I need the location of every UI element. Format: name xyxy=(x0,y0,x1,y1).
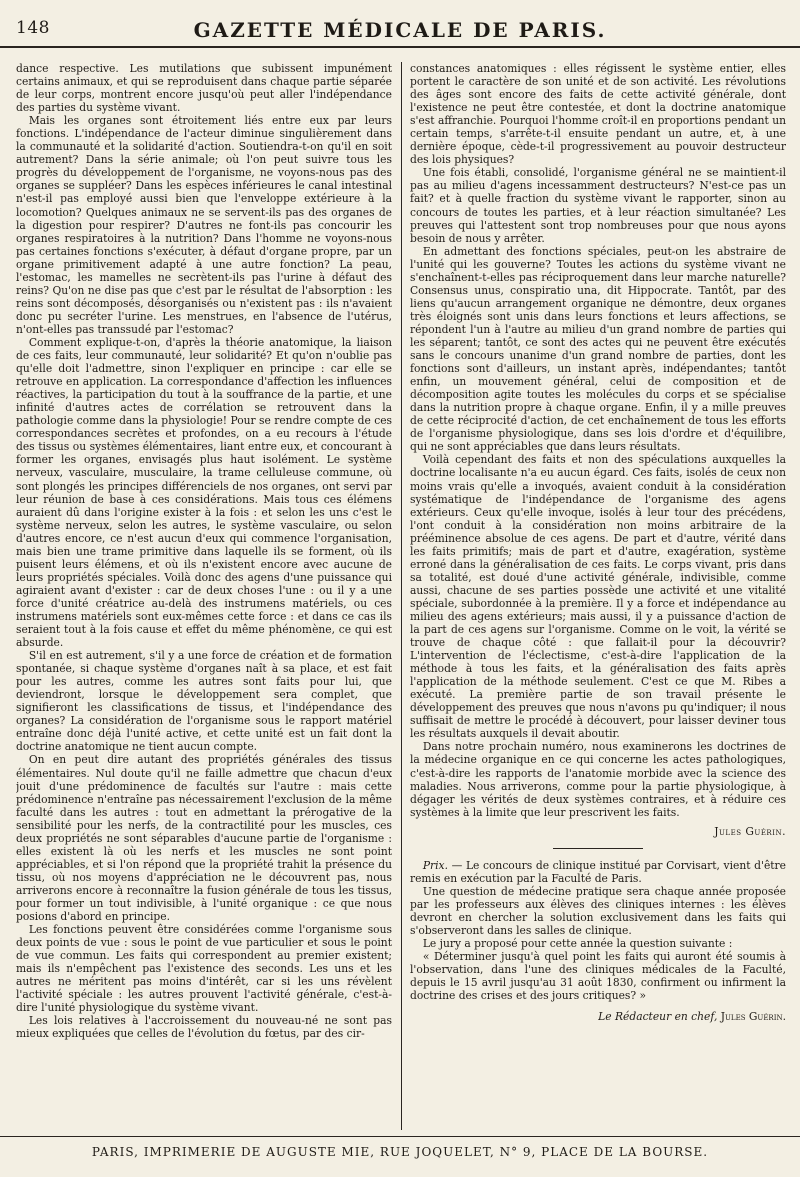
notice-label: Prix. xyxy=(422,858,448,872)
left-paragraph-2: Mais les organes sont étroitement liés entre eux par leurs fonctions. L'indépendance de l'acteur diminue singulièrement dans la communauté et la solidarité d'action. Soutiendra-t-on qu'il en soit autrement? Dans la série animale; où l'on peut suivre tous les progrès du développement de l'organisme, ne voyons-nous pas des organes se suppléer? Dans les espèces inférieures le canal intestinal n'est-il pas employé aussi bien que l'enveloppe extérieure à la locomotion? Quelques animaux ne se servent-ils pas des organes de la digestion pour respirer? D'autres ne font-ils pas concourir les organes respiratoires à la nutrition? Dans l'homme ne voyons-nous pas certaines fonctions s'exécuter, à défaut d'organe propre, par un organe primitivement adapté à une autre fonction? La peau, l'estomac, les mamelles ne secrètent-ils pas l'urine à défaut des reins? Qu'on ne dise pas que c'est par le résultat de l'absorption : les reins sont décomposés, désorganisés ou n'existent pas : ils n'avaient donc pu secréter l'urine. Les menstrues, en l'absence de l'utérus, n'ont-elles pas transsudé par l'estomac? xyxy=(16,114,392,336)
left-paragraph-4: S'il en est autrement, s'il y a une force de création et de formation spontanée, si chaque système d'organes naît à sa place, et est fait pour les autres, comme les autres sont faits pour lui, que deviendront, lorsque le développement sera complet, que signifieront les classifications de tissus, et l'indépendance des organes? La considération de l'organisme sous le rapport matériel entraîne donc déjà l'unité active, et cette unité est un fait dont la doctrine anatomique ne tient aucun compte. xyxy=(16,649,392,754)
page-header xyxy=(0,16,800,48)
left-column xyxy=(16,62,392,1130)
page-footer xyxy=(0,1136,800,1177)
right-paragraph-3: En admettant des fonctions spéciales, peut-on les abstraire de l'unité qui les gouverne? Toutes les actions du système vivant ne s'enchaînent-t-elles pas réciproquement dans leur marche naturelle? Consensus unus, conspiratio una, dit Hippocrate. Tantôt, par des liens qu'aucun arrangement organique ne démontre, deux organes très éloignés sont unis dans leurs fonctions et leurs affections, se répondent l'un à l'autre au milieu d'un grand nombre de parties qui les séparent; tantôt, ce sont des actes qui ne peuvent être exécutés sans le concours unanime d'un grand nombre de parties, dont les fonctions sont d'ailleurs, un instant après, indépendantes; tantôt enfin, un mouvement général, celui de composition et de décomposition agite toutes les molécules du corps et se spécialise dans la nutrition propre à chaque organe. Enfin, il y a mille preuves de cette réciprocité d'action, de cet enchaînement de tous les efforts de l'organisme physiologique, dans ses lois d'ordre et d'équilibre, qui ne sont appréciables que dans leurs résultats. xyxy=(410,244,786,454)
right-paragraph-2: Une fois établi, consolidé, l'organisme général ne se maintient-il pas au milieu d'agens incessamment destructeurs? N'est-ce pas un fait? et à quelle fraction du système vivant le rapporter, sinon au concours de toutes les parties, et à leur réaction simultanée? Les preuves qui l'attestent sont trop nombreuses pour que nous ayons besoin de nous y arrêter. xyxy=(410,166,786,245)
left-paragraph-1: dance respective. Les mutilations que subissent impunément certains animaux, et qui se reproduisent dans chaque partie séparée de leur corps, montrent encore jusqu'où peut aller l'indépendance des parties du système vivant. xyxy=(16,62,392,115)
left-paragraph-7: Les lois relatives à l'accroissement du nouveau-né ne sont pas mieux expliquées que celles de l'évolution du fœtus, par des cir- xyxy=(16,1014,392,1041)
left-paragraph-3: Comment explique-t-on, d'après la théorie anatomique, la liaison de ces faits, leur communauté, leur solidarité? Et qu'on n'oublie pas qu'elle doit l'admettre, sinon l'expliquer en principe : car elle se retrouve en application. La correspondance d'affection les influences réactives, la participation du tout à la souffrance de la partie, et une infinité d'autres actes de corrélation se retrouvent dans la pathologie comme dans la physiologie! Pour se rendre compte de ces correspondances secrètes et profondes, on a eu recours à l'étude des tissus ou systèmes élémentaires, liant entre eux, et concourant à former les organes, envisagés plus haut isolément. Le système nerveux, vasculaire, musculaire, la trame celluleuse commune, où sont plongés les principes différenciels de nos organes, ont servi par leur réunion de base à ces considérations. Mais tous ces élémens auraient dû dans l'origine exister à la fois : et selon les uns c'est le système nerveux, selon les autres, le système vasculaire, ou selon d'autres encore, ce n'est aucun d'eux qui commence l'organisation, mais bien une trame primitive dans laquelle ils se forment, où ils puisent leurs élémens, et où ils n'existent encore avec aucune de leurs propriétés spéciales. Voilà donc des agens d'une puissance qui agiraient avant d'exister : car de deux choses l'une : ou il y a une force d'unité créatrice au-delà des instrumens matériels, ou ces instrumens matériels sont eux-mêmes cette force : et dans ce cas ils seraient tout à la fois cause et effet du même phénomène, ce qui est absurde. xyxy=(16,335,392,650)
notice-paragraph-3: « Déterminer jusqu'à quel point les faits qui auront été soumis à l'observation, dans l'une des cliniques médicales de la Faculté, depuis le 15 avril jusqu'au 31 août 1830, confirment ou infirment la doctrine des crises et des jours critiques? » xyxy=(410,950,786,1003)
right-paragraph-5: Dans notre prochain numéro, nous examinerons les doctrines de la médecine organique en ce qui concerne les actes pathologiques, c'est-à-dire les rapports de l'anatomie morbide avec la science des maladies. Nous arriverons, comme pour la partie physiologique, à dégager les vérités de deux systèmes contraires, et à réduire ces systèmes à la limite que leur prescrivent les faits. xyxy=(410,740,786,819)
author-signature: Jules Guérin. xyxy=(714,824,786,838)
page-number: 148 xyxy=(16,18,50,38)
notice-prize xyxy=(410,859,786,885)
section-separator xyxy=(553,848,643,849)
editor-name: Jules Guérin. xyxy=(720,1010,786,1024)
column-divider xyxy=(401,62,402,1130)
article-columns xyxy=(16,62,786,1130)
editor-signature xyxy=(410,1010,786,1023)
masthead-title: GAZETTE MÉDICALE DE PARIS. xyxy=(193,18,607,42)
right-column xyxy=(410,62,786,1130)
notice-paragraph-1: Une question de médecine pratique sera chaque année proposée par les professeurs aux élèves des cliniques internes : les élèves devront en chercher la solution exclusivement dans les faits qui s'observeront dans les salles de clinique. xyxy=(410,884,786,937)
right-paragraph-1: constances anatomiques : elles régissent le système entier, elles portent le caractère de son unité et de son activité. Les révolutions des âges sont encore des faits de cette activité générale, dont l'existence ne peut être contestée, et dont la doctrine anatomique s'est affranchie. Pourquoi l'homme croît-il en proportions pendant un certain temps, s'arrête-t-il ensuite pendant un autre, et, à une dernière époque, cède-t-il progressivement au pouvoir destructeur des lois physiques? xyxy=(410,62,786,167)
editor-role: Le Rédacteur en chef, xyxy=(598,1010,718,1024)
left-paragraph-6: Les fonctions peuvent être considérées comme l'organisme sous deux points de vue : sous le point de vue particulier et sous le point de vue commun. Les faits qui correspondent au premier existent; mais ils n'empêchent pas l'existence des seconds. Les uns et les autres ne méritent pas moins d'intérêt, car si les uns révèlent l'activité spéciale : les autres prouvent l'activité générale, c'est-à-dire l'unité physiologique du système vivant. xyxy=(16,923,392,1015)
right-paragraph-4: Voilà cependant des faits et non des spéculations auxquelles la doctrine localisante n'a eu aucun égard. Ces faits, isolés de ceux non moins vrais qu'elle a invoqués, avaient conduit à la considération systématique de l'indépendance de l'organisme des agens extérieurs. Ceux qu'elle invoque, isolés à leur tour des précédens, l'ont conduit à la considération non moins arbitraire de la prééminence absolue de ces agens. De part et d'autre, vérité dans les faits primitifs; mais de part et d'autre, exagération, système erroné dans la généralisation de ces faits. Le corps vivant, pris dans sa totalité, est doué d'une activité générale, indivisible, comme aussi, chacune de ses parties possède une activité et une vitalité spéciale, subordonnée à la première. Il y a force et indépendance au milieu des agens extérieurs; mais aussi, il y a puissance d'action de la part de ces agens sur l'organisme. Comme on le voit, la vérité se trouve de chaque côté : que fallait-il pour la découvrir? L'intervention de l'éclectisme, c'est-à-dire l'application de la méthode à tous les faits, et la généralisation des faits après l'application de la méthode seulement. C'est ce que M. Ribes a exécuté. La première partie de son travail présente le développement des preuves que nous n'avons pu qu'indiquer; il nous suffisait de mettre le procédé à découvert, pour laisser deviner tous les résultats auxquels il devait aboutir. xyxy=(410,453,786,741)
notice-text: — Le concours de clinique institué par Corvisart, vient d'être remis en exécution par la Faculté de Paris. xyxy=(410,858,786,885)
notice-paragraph-2: Le jury a proposé pour cette année la question suivante : xyxy=(422,937,733,951)
printer-imprint: PARIS, IMPRIMERIE DE AUGUSTE MIE, RUE JOQUELET, N° 9, PLACE DE LA BOURSE. xyxy=(91,1145,709,1159)
left-paragraph-5: On en peut dire autant des propriétés générales des tissus élémentaires. Nul doute qu'il ne faille admettre que chacun d'eux jouit d'une prédominence de facultés sur l'autre : mais cette prédominence n'entraîne pas nécessairement l'exclusion de la même faculté dans les autres : tout en admettant la prérogative de la sensibilité pour les nerfs, de la contractilité pour les muscles, ces deux propriétés ne sont séparables d'aucune partie de l'organisme : elles existent là où les nerfs et les muscles ne sont point appréciables, et si l'on répond que la propriété trahit la présence du tissu, où nos moyens d'appréciation ne le découvrent pas, nous arriverons encore à reconnaître la fusion générale de tous les tissus, pour former un tout indivisible, à l'unité organique : ce que nous posions d'abord en principe. xyxy=(16,753,392,924)
